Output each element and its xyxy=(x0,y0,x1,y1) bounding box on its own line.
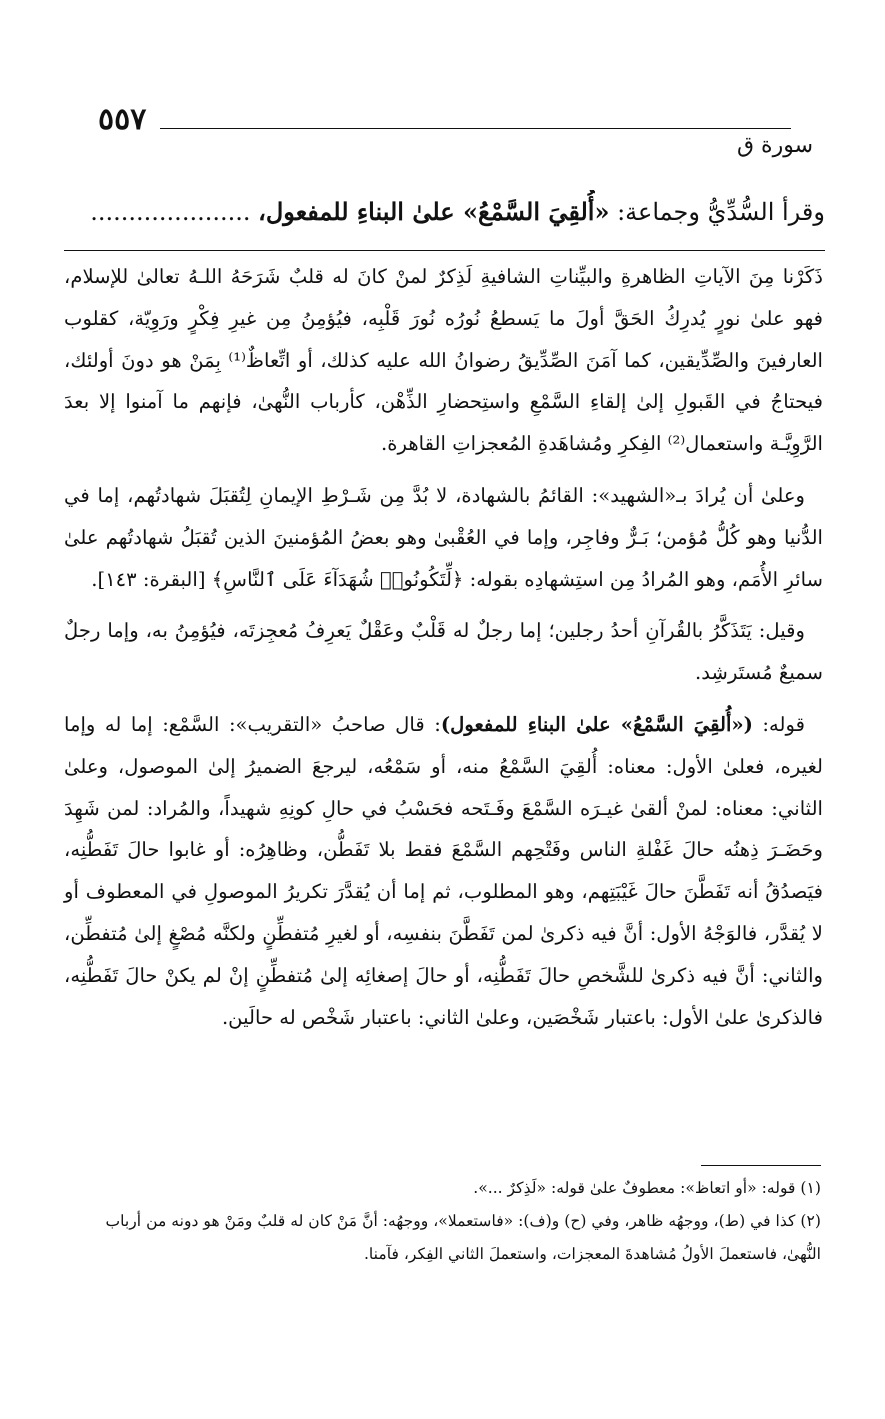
page-header xyxy=(70,100,813,160)
footnotes xyxy=(64,1172,821,1271)
paragraph-2: وعلىٰ أن يُرادَ بـ«الشهيد»: القائمُ بالشهادة، لا بُدَّ مِن شَـرْطِ الإيمانِ لِتُقبَلَ شهادتُهم، إما في الدُّنيا وهو كُلُّ مُؤمن؛ بَـرٌّ وفاجِر، وإما في العُقْبىٰ وهو بعضُ المُؤمنينَ الذين تُقبَلُ شهادتُهم علىٰ سائرِ الأُمَم، وهو المُرادُ مِن استِشهادِه بقوله: ﴿لِّتَكُونُوا۟ شُهَدَآءَ عَلَى ٱلنَّاسِ﴾ [البقرة: ١٤٣]. xyxy=(64,483,823,591)
matn-bold-phrase: «أُلقِيَ السَّمْعُ» علىٰ البناءِ للمفعول، xyxy=(258,197,610,226)
commentary-body xyxy=(64,256,823,1048)
paragraph-1: ذَكَرْنا مِنَ الآياتِ الظاهرةِ والبيِّناتِ الشافيةِ لَذِكرٌ لمنْ كانَ له قلبٌ شَرَحَهُ اللـهُ تعالىٰ للإسلام، فهو علىٰ نورٍ يُدرِكُ الحَقَّ أولَ ما يَسطعُ نُورُه نُورَ قَلْبِه، فيُؤمِنُ مِن غيرِ فِكْرٍ ورَوِيّة، كقلوب العارفينَ والصِّدِّيقين، كما آمَنَ الصِّدِّيقُ رضوانُ الله عليه كذلك، أو اتِّعاظٌ⁽¹⁾ بِمَنْ هو دونَ أولئك، فيحتاجُ في القَبولِ إلىٰ إلقاءِ السَّمْعِ واستِحضارِ الذِّهْن، كأرباب النُّهىٰ، فإنهم ما آمنوا إلا بعدَ الرَّوِيَّـة واستعمال⁽²⁾ الفِكرِ ومُشاهَدةِ المُعجزاتِ القاهرة. xyxy=(64,265,823,456)
footnote-divider xyxy=(701,1165,821,1166)
header-divider xyxy=(160,128,791,129)
paragraph-4-prefix: قوله: xyxy=(752,712,805,736)
footnote-2: (٢) كذا في (ط)، ووجهُه ظاهر، وفي (ح) و(ف): «فاستعملا»، ووجهُه: أنَّ مَنْ كان له قلبٌ ومَنْ هو دونه من أرباب النُّهىٰ، فاستعملَ الأولُ مُشاهدةَ المعجزات، واستعملَ الثاني الفِكر، فآمنا. xyxy=(105,1212,821,1263)
surah-title: سورة ق xyxy=(736,133,813,158)
paragraph-3: وقيل: يَتَذَكَّرُ بالقُرآنِ أحدُ رجلين؛ إما رجلٌ له قَلْبٌ وعَقْلٌ يَعرِفُ مُعجِزتَه، فيُؤمِنُ به، وإما رجلٌ سميعٌ مُستَرشِد. xyxy=(64,619,823,685)
matn-prefix: وقرأ السُّدِّيُّ وجماعة: xyxy=(609,198,825,226)
matn-dots: ..................... xyxy=(90,198,259,226)
page-number: ٥٥٧ xyxy=(98,102,147,137)
paragraph-4 xyxy=(64,704,823,1038)
paragraph-4-text: : قال صاحبُ «التقريب»: السَّمْع: إما له وإما لغيره، فعلىٰ الأول: معناه: أُلقِيَ السَّمْعُ منه، أو سَمْعُه، ليرجعَ الضميرُ إلىٰ الموصول، وعلىٰ الثاني: معناه: لمنْ ألقىٰ غيـرَه السَّمْعَ وفَـتَحه فحَسْبُ في حالِ كونِهِ شهيداً، والمُراد: لمن شَهِدَ وحَضَـرَ ذِهنُه حالَ غَفْلةِ الناس وفَتْحِهم السَّمْعَ فقط بلا تَفَطُّن، وظاهِرُه: أو غابوا حالَ تَفَطُّنِه، فيَصدُقُ أنه تَفَطَّنَ حالَ غَيْبَتِهم، وهو المطلوب، ثم إما أن يُقدَّرَ تكريرُ الموصولِ في المعطوف أو لا يُقدَّر، فالوَجْهُ الأول: أنَّ فيه ذكرىٰ لمن تَفَطَّنَ بنفسِه، أو لغيرِ مُتفطِّنٍ ولكنَّه مُصْغٍ إلىٰ مُتفطِّن، والثاني: أنَّ فيه ذكرىٰ للشَّخصِ حالَ تَفَطُّنِه، أو حالَ إصغائِه إلىٰ مُتفطِّنٍ إنْ لم يكنْ حالَ تَفَطُّنِه، فالذكرىٰ علىٰ الأول: باعتبار شَخْصَين، وعلىٰ الثاني: باعتبار شَخْص له حالَين. xyxy=(64,712,823,1029)
matn-line xyxy=(88,190,825,234)
matn-divider xyxy=(64,250,825,251)
footnote-1: (١) قوله: «أو اتعاظ»: معطوفٌ علىٰ قوله: «لَذِكرٌ ...». xyxy=(473,1179,821,1197)
paragraph-4-quoted-heading: («أُلقِيَ السَّمْعُ» علىٰ البناءِ للمفعول) xyxy=(440,712,753,736)
